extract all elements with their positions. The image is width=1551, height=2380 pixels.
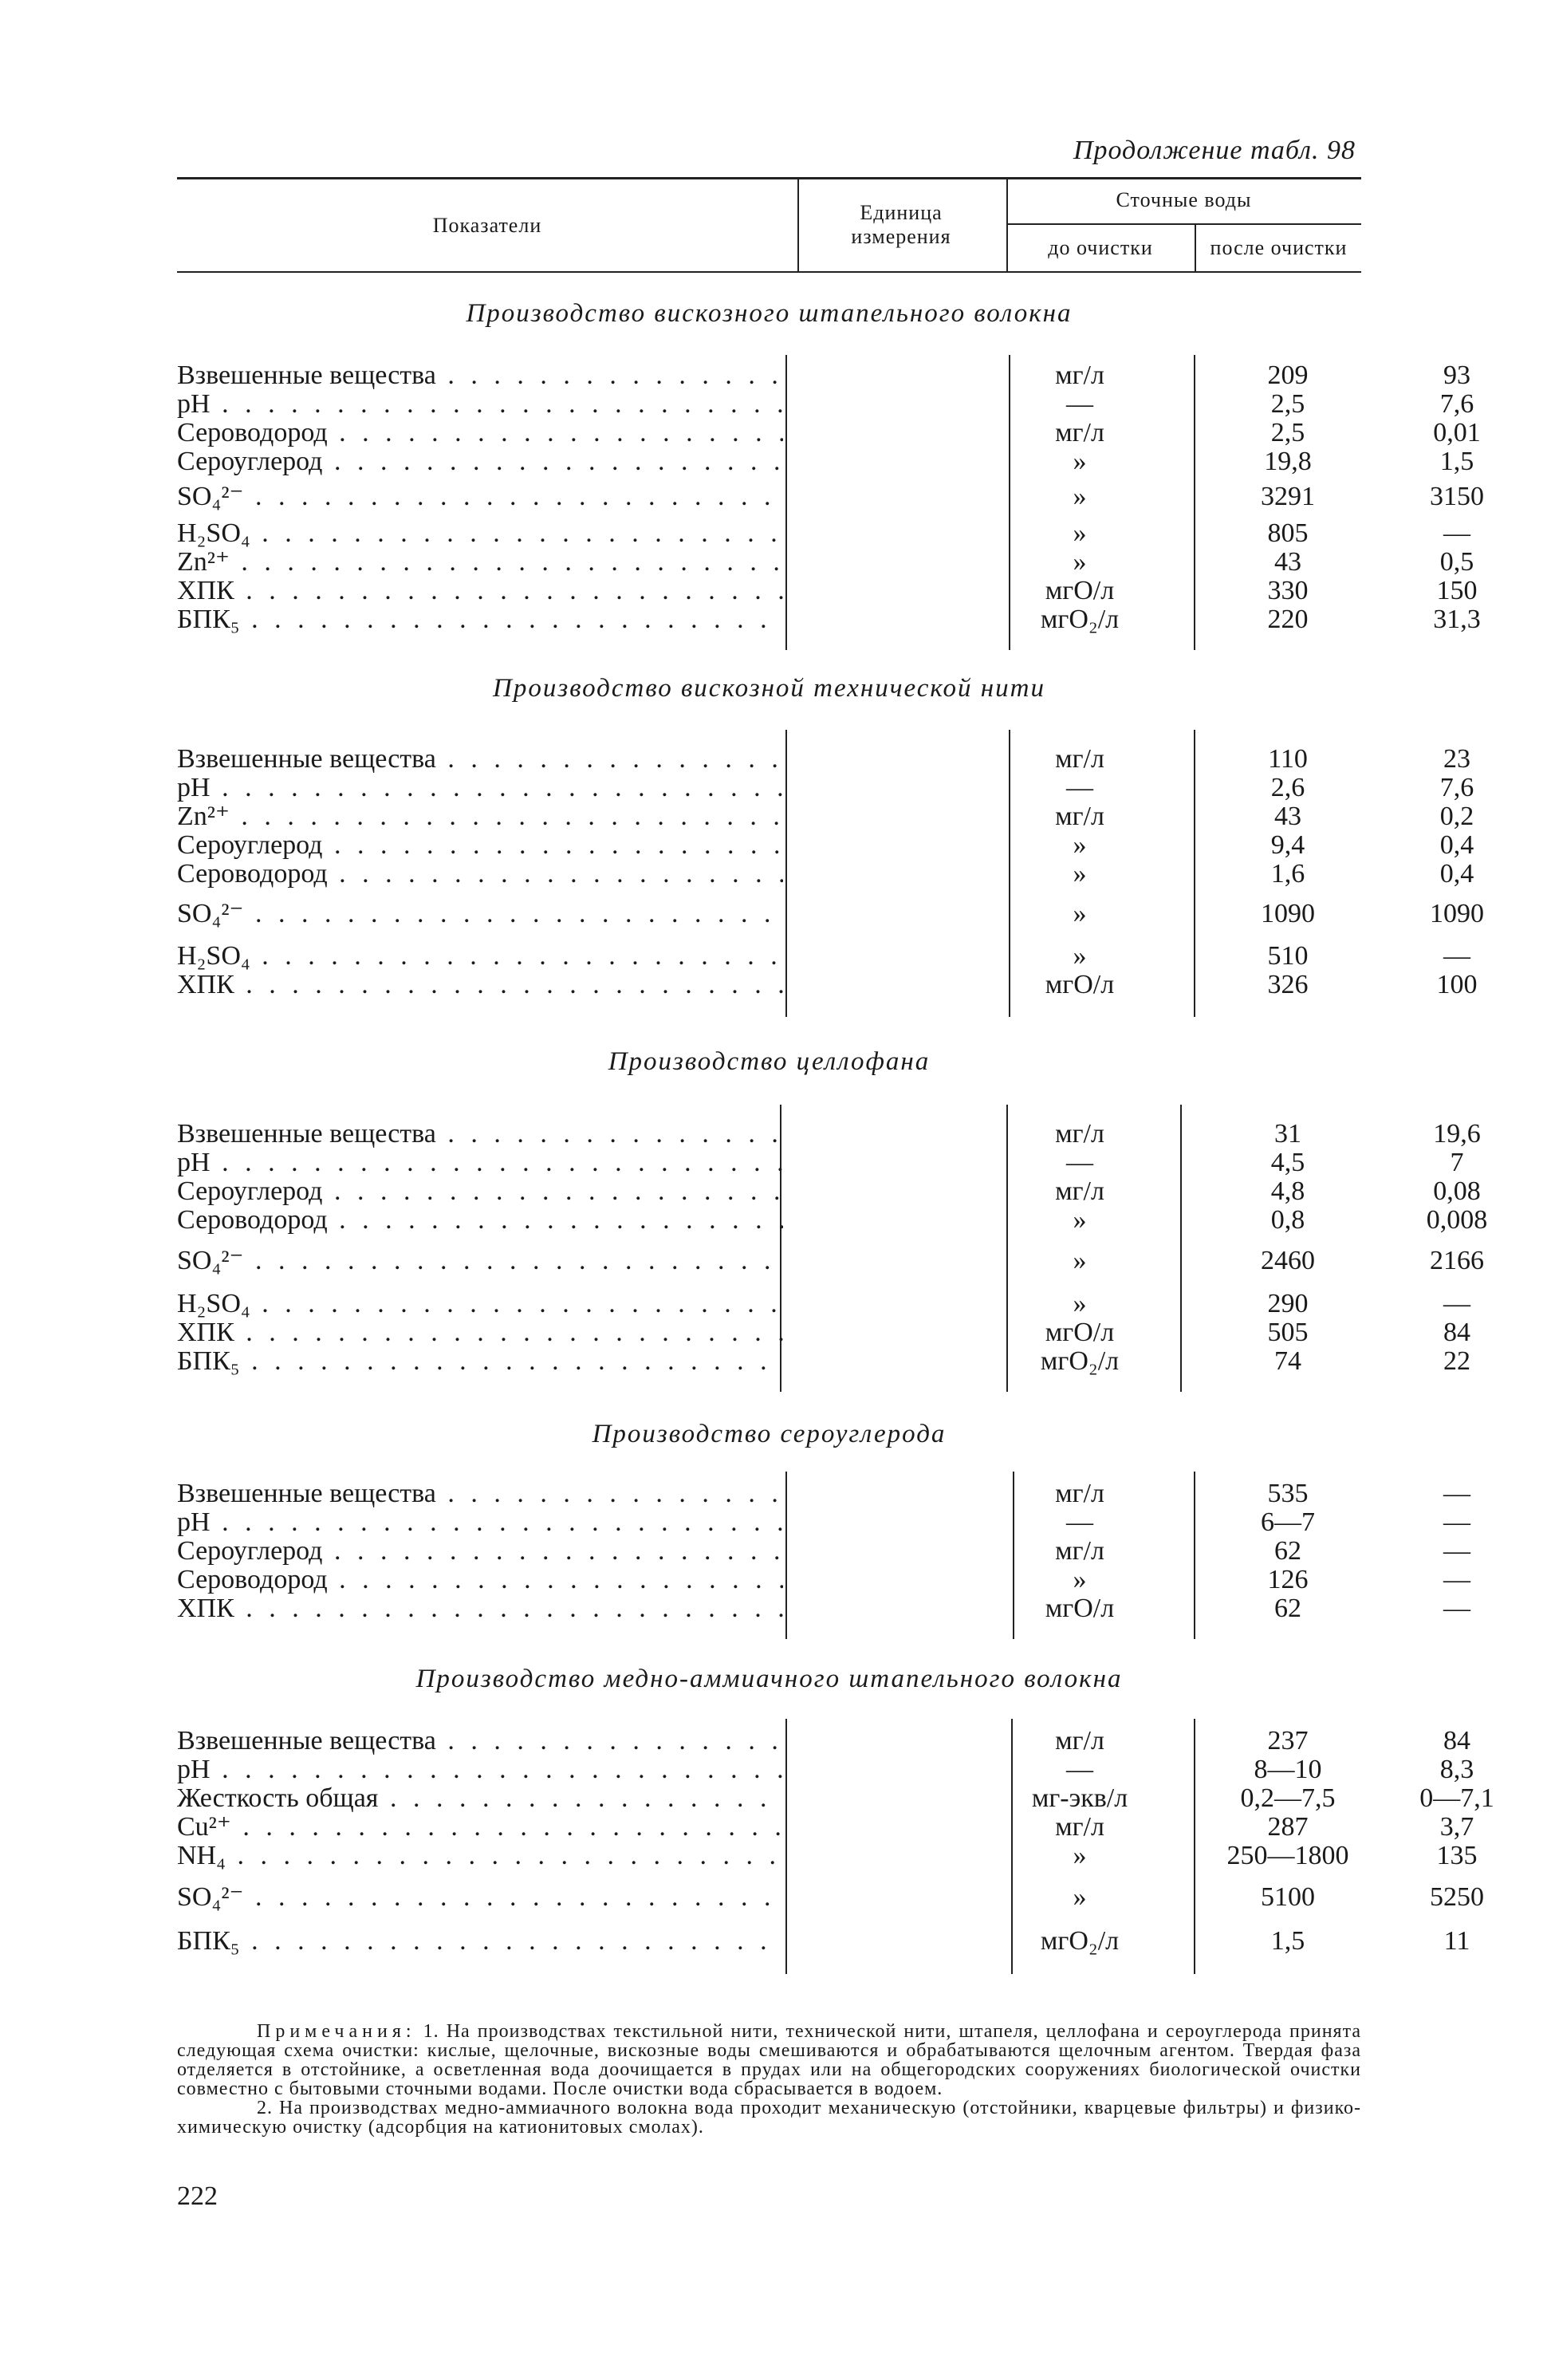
- table-row: [177, 1783, 1494, 1813]
- header-divider-unit: [797, 179, 799, 271]
- table-row: [177, 447, 1474, 476]
- indicator-name: Cu²⁺ . . .: [177, 1813, 783, 1842]
- indicator-name: БПК₅ . . .: [177, 605, 783, 634]
- indicator-name: pH . . .: [177, 1755, 783, 1784]
- before-cell: 62: [1274, 1594, 1301, 1623]
- before-cell: 0,8: [1270, 1205, 1305, 1235]
- before-cell: 290: [1267, 1289, 1309, 1318]
- header-subrule: [1006, 223, 1361, 225]
- after-cell: 5250: [1430, 1882, 1484, 1912]
- indicator-name: Сероводород . . .: [177, 1566, 783, 1594]
- unit-cell: мг/л: [1055, 1812, 1104, 1842]
- unit-cell: »: [1073, 1565, 1087, 1594]
- unit-cell: мг/л: [1055, 1119, 1104, 1149]
- unit-cell: »: [1073, 941, 1087, 971]
- table-row: [177, 1565, 1470, 1594]
- section-title: Производство медно-аммиачного штапельного волокна: [415, 1665, 1123, 1693]
- note-1: 1. На производствах текстильной нити, технической нити, штапеля, целлофана и сероуглерода принята следующая схема очистки: кислые, щелочные, вискозные воды смешиваются и обрабатываются щелочным агентом. Твердая фаза отделяется в отстойнике, а осветленная вода доочищается в прудах или на общегородских сооружениях биологической очистки совместно с бытовыми сточными водами. После очистки вода сбрасывается в водоем.: [177, 2021, 1362, 2099]
- indicator-name: ХПК . . .: [177, 1318, 783, 1347]
- indicator-name: pH . . .: [177, 1149, 783, 1177]
- before-cell: 74: [1274, 1346, 1301, 1376]
- footnotes: [177, 2022, 1361, 2137]
- unit-cell: —: [1066, 773, 1093, 802]
- header-top-rule: [177, 177, 1361, 179]
- before-cell: 6—7: [1261, 1507, 1315, 1537]
- after-cell: —: [1443, 1594, 1470, 1623]
- after-cell: 0,008: [1426, 1205, 1488, 1235]
- after-cell: 7,6: [1439, 389, 1474, 419]
- before-cell: 9,4: [1270, 830, 1305, 860]
- table-row: [177, 482, 1484, 511]
- unit-cell: »: [1073, 547, 1087, 577]
- note-2: 2. На производствах медно-аммиачного волокна вода проходит механическую (отстойники, кварцевые фильтры) и физико-химическую очистку (адсорбция на катионитовых смолах).: [177, 2098, 1361, 2138]
- before-cell: 209: [1267, 361, 1309, 390]
- unit-cell: »: [1073, 899, 1087, 928]
- indicator-name: Сероводород . . .: [177, 419, 783, 447]
- after-cell: 0—7,1: [1419, 1783, 1494, 1813]
- before-cell: 110: [1268, 744, 1308, 774]
- unit-cell: —: [1066, 1148, 1093, 1177]
- after-cell: 0,4: [1439, 859, 1474, 889]
- unit-cell: »: [1073, 447, 1087, 476]
- unit-cell: мг/л: [1055, 744, 1104, 774]
- indicator-name: SO₄²⁻ . . .: [177, 1883, 783, 1912]
- indicator-name: Взвешенные вещества . . .: [177, 1120, 783, 1149]
- unit-cell: мг/л: [1055, 1536, 1104, 1566]
- table-row: [177, 361, 1470, 390]
- table-row: [177, 1841, 1478, 1870]
- indicator-name: pH . . .: [177, 390, 783, 419]
- indicator-name: H₂SO₄ . . .: [177, 1290, 783, 1318]
- table-row: [177, 389, 1474, 419]
- before-cell: 2,5: [1270, 389, 1305, 419]
- unit-cell: »: [1073, 518, 1087, 548]
- table-row: [177, 744, 1470, 774]
- indicator-name: H₂SO₄ . . .: [177, 519, 783, 548]
- indicator-name: pH . . .: [177, 1508, 783, 1537]
- before-cell: 4,8: [1270, 1176, 1305, 1206]
- unit-cell: »: [1073, 830, 1087, 860]
- table-row: [177, 1882, 1484, 1912]
- before-cell: 43: [1274, 802, 1301, 831]
- unit-cell: »: [1073, 1289, 1087, 1318]
- before-cell: 62: [1274, 1536, 1301, 1566]
- header-bottom-rule: [177, 271, 1361, 273]
- section-title: Производство целлофана: [608, 1047, 931, 1076]
- table-row: [177, 547, 1474, 577]
- unit-cell: »: [1073, 1205, 1087, 1235]
- after-cell: 7: [1450, 1148, 1464, 1177]
- after-cell: 0,08: [1433, 1176, 1481, 1206]
- indicator-name: SO₄²⁻ . . .: [177, 1247, 783, 1275]
- unit-cell: мгO/л: [1045, 970, 1115, 999]
- after-cell: 100: [1436, 970, 1478, 999]
- before-cell: 19,8: [1264, 447, 1312, 476]
- after-cell: 0,4: [1439, 830, 1474, 860]
- table-caption: Продолжение табл. 98: [1073, 136, 1356, 165]
- before-cell: 2460: [1261, 1246, 1315, 1275]
- before-cell: 0,2—7,5: [1240, 1783, 1336, 1813]
- unit-cell: »: [1073, 859, 1087, 889]
- indicator-name: Сероуглерод . . .: [177, 831, 783, 860]
- before-cell: 330: [1267, 576, 1309, 605]
- header-unit: Единица измерения: [851, 201, 951, 248]
- section-title: Производство сероуглерода: [592, 1420, 947, 1448]
- after-cell: 1090: [1430, 899, 1484, 928]
- unit-cell: мгO₂/л: [1040, 1346, 1120, 1376]
- indicator-name: Взвешенные вещества . . .: [177, 361, 783, 390]
- table-row: [177, 1726, 1470, 1755]
- after-cell: 2166: [1430, 1246, 1484, 1275]
- header-after: после очистки: [1210, 236, 1348, 259]
- before-cell: 805: [1267, 518, 1309, 548]
- after-cell: —: [1443, 1536, 1470, 1566]
- unit-cell: —: [1066, 1755, 1093, 1784]
- before-cell: 2,5: [1270, 418, 1305, 447]
- before-cell: 326: [1267, 970, 1309, 999]
- table-row: [177, 1289, 1470, 1318]
- after-cell: —: [1443, 1507, 1470, 1537]
- table-row: [177, 1536, 1470, 1566]
- indicator-name: Zn²⁺ . . .: [177, 802, 783, 831]
- table-row: [177, 1176, 1481, 1206]
- section-title: Производство вискозного штапельного волокна: [466, 299, 1073, 328]
- before-cell: 510: [1267, 941, 1309, 971]
- after-cell: 3150: [1430, 482, 1484, 511]
- after-cell: 150: [1436, 576, 1478, 605]
- table-row: [177, 1205, 1488, 1235]
- unit-cell: мгO₂/л: [1040, 605, 1120, 634]
- before-cell: 237: [1267, 1726, 1309, 1755]
- after-cell: 0,5: [1439, 547, 1474, 577]
- indicator-name: NH₄ . . .: [177, 1842, 783, 1870]
- before-cell: 250—1800: [1226, 1841, 1349, 1870]
- unit-cell: мгO/л: [1045, 576, 1115, 605]
- after-cell: 19,6: [1433, 1119, 1481, 1149]
- table-row: [177, 1926, 1470, 1956]
- unit-cell: мгO₂/л: [1040, 1926, 1120, 1956]
- table-row: [177, 802, 1474, 831]
- indicator-name: ХПК . . .: [177, 971, 783, 999]
- unit-cell: »: [1073, 1882, 1087, 1912]
- page-number: 222: [177, 2181, 218, 2211]
- before-cell: 5100: [1261, 1882, 1315, 1912]
- unit-cell: —: [1066, 389, 1093, 419]
- after-cell: —: [1443, 1479, 1470, 1508]
- indicator-name: Взвешенные вещества . . .: [177, 1727, 783, 1755]
- table-row: [177, 941, 1470, 971]
- before-cell: 220: [1267, 605, 1309, 634]
- indicator-name: БПК₅ . . .: [177, 1347, 783, 1376]
- table-row: [177, 830, 1474, 860]
- after-cell: 31,3: [1433, 605, 1481, 634]
- after-cell: —: [1443, 518, 1470, 548]
- unit-cell: »: [1073, 1841, 1087, 1870]
- before-cell: 1,5: [1270, 1926, 1305, 1956]
- indicator-name: Zn²⁺ . . .: [177, 548, 783, 577]
- indicator-name: pH . . .: [177, 774, 783, 802]
- indicator-name: БПК₅ . . .: [177, 1927, 783, 1956]
- before-cell: 1,6: [1270, 859, 1305, 889]
- table-row: [177, 605, 1481, 634]
- after-cell: 22: [1443, 1346, 1470, 1376]
- table-row: [177, 1119, 1481, 1149]
- unit-cell: мг/л: [1055, 361, 1104, 390]
- indicator-name: SO₄²⁻ . . .: [177, 483, 783, 511]
- indicator-name: Жесткость общая . . .: [177, 1784, 783, 1813]
- table-row: [177, 1148, 1464, 1177]
- header-before: до очистки: [1048, 236, 1153, 259]
- table-row: [177, 1755, 1474, 1784]
- after-cell: 8,3: [1439, 1755, 1474, 1784]
- indicator-name: Сероуглерод . . .: [177, 1177, 783, 1206]
- indicator-name: SO₄²⁻ . . .: [177, 900, 783, 928]
- before-cell: 1090: [1261, 899, 1315, 928]
- table-row: [177, 1812, 1474, 1842]
- after-cell: —: [1443, 1565, 1470, 1594]
- indicator-name: Сероуглерод . . .: [177, 1537, 783, 1566]
- before-cell: 8—10: [1254, 1755, 1322, 1784]
- unit-cell: мг/л: [1055, 802, 1104, 831]
- table-row: [177, 773, 1474, 802]
- indicator-name: Взвешенные вещества . . .: [177, 1480, 783, 1508]
- unit-cell: —: [1066, 1507, 1093, 1537]
- table-row: [177, 576, 1478, 605]
- after-cell: —: [1443, 941, 1470, 971]
- before-cell: 31: [1274, 1119, 1301, 1149]
- after-cell: 135: [1436, 1841, 1478, 1870]
- before-cell: 505: [1267, 1318, 1309, 1347]
- indicator-name: H₂SO₄ . . .: [177, 942, 783, 971]
- indicator-name: Сероводород . . .: [177, 1206, 783, 1235]
- after-cell: 84: [1443, 1726, 1470, 1755]
- unit-cell: мг/л: [1055, 1176, 1104, 1206]
- unit-cell: »: [1073, 482, 1087, 511]
- after-cell: 11: [1443, 1926, 1470, 1956]
- unit-cell: мг/л: [1055, 418, 1104, 447]
- after-cell: 3,7: [1439, 1812, 1474, 1842]
- after-cell: 0,01: [1433, 418, 1481, 447]
- unit-cell: мг-экв/л: [1031, 1783, 1128, 1813]
- before-cell: 3291: [1261, 482, 1315, 511]
- unit-cell: »: [1073, 1246, 1087, 1275]
- after-cell: 23: [1443, 744, 1470, 774]
- table-row: [177, 1594, 1470, 1623]
- table-row: [177, 518, 1470, 548]
- after-cell: 7,6: [1439, 773, 1474, 802]
- table-row: [177, 418, 1481, 447]
- after-cell: —: [1443, 1289, 1470, 1318]
- indicator-name: ХПК . . .: [177, 577, 783, 605]
- indicator-name: Взвешенные вещества . . .: [177, 745, 783, 774]
- before-cell: 2,6: [1270, 773, 1305, 802]
- before-cell: 535: [1267, 1479, 1309, 1508]
- before-cell: 4,5: [1270, 1148, 1305, 1177]
- indicator-name: Сероуглерод . . .: [177, 447, 783, 476]
- header-indicators: Показатели: [432, 214, 542, 237]
- unit-cell: мгO/л: [1045, 1318, 1115, 1347]
- section-title: Производство вискозной технической нити: [493, 674, 1045, 703]
- table-row: [177, 1346, 1470, 1376]
- before-cell: 43: [1274, 547, 1301, 577]
- after-cell: 93: [1443, 361, 1470, 390]
- after-cell: 84: [1443, 1318, 1470, 1347]
- unit-cell: мг/л: [1055, 1479, 1104, 1508]
- before-cell: 287: [1267, 1812, 1309, 1842]
- indicator-name: Сероводород . . .: [177, 860, 783, 889]
- table-row: [177, 1318, 1470, 1347]
- header-wastewater: Сточные воды: [1116, 188, 1252, 211]
- table-row: [177, 859, 1474, 889]
- unit-cell: мг/л: [1055, 1726, 1104, 1755]
- table-row: [177, 970, 1478, 999]
- table-row: [177, 1507, 1470, 1537]
- table-row: [177, 899, 1484, 928]
- before-cell: 126: [1267, 1565, 1309, 1594]
- unit-cell: мгO/л: [1045, 1594, 1115, 1623]
- after-cell: 0,2: [1439, 802, 1474, 831]
- table-row: [177, 1479, 1470, 1508]
- after-cell: 1,5: [1439, 447, 1474, 476]
- table-row: [177, 1246, 1484, 1275]
- indicator-name: ХПК . . .: [177, 1594, 783, 1623]
- notes-label: Примечания:: [257, 2021, 416, 2042]
